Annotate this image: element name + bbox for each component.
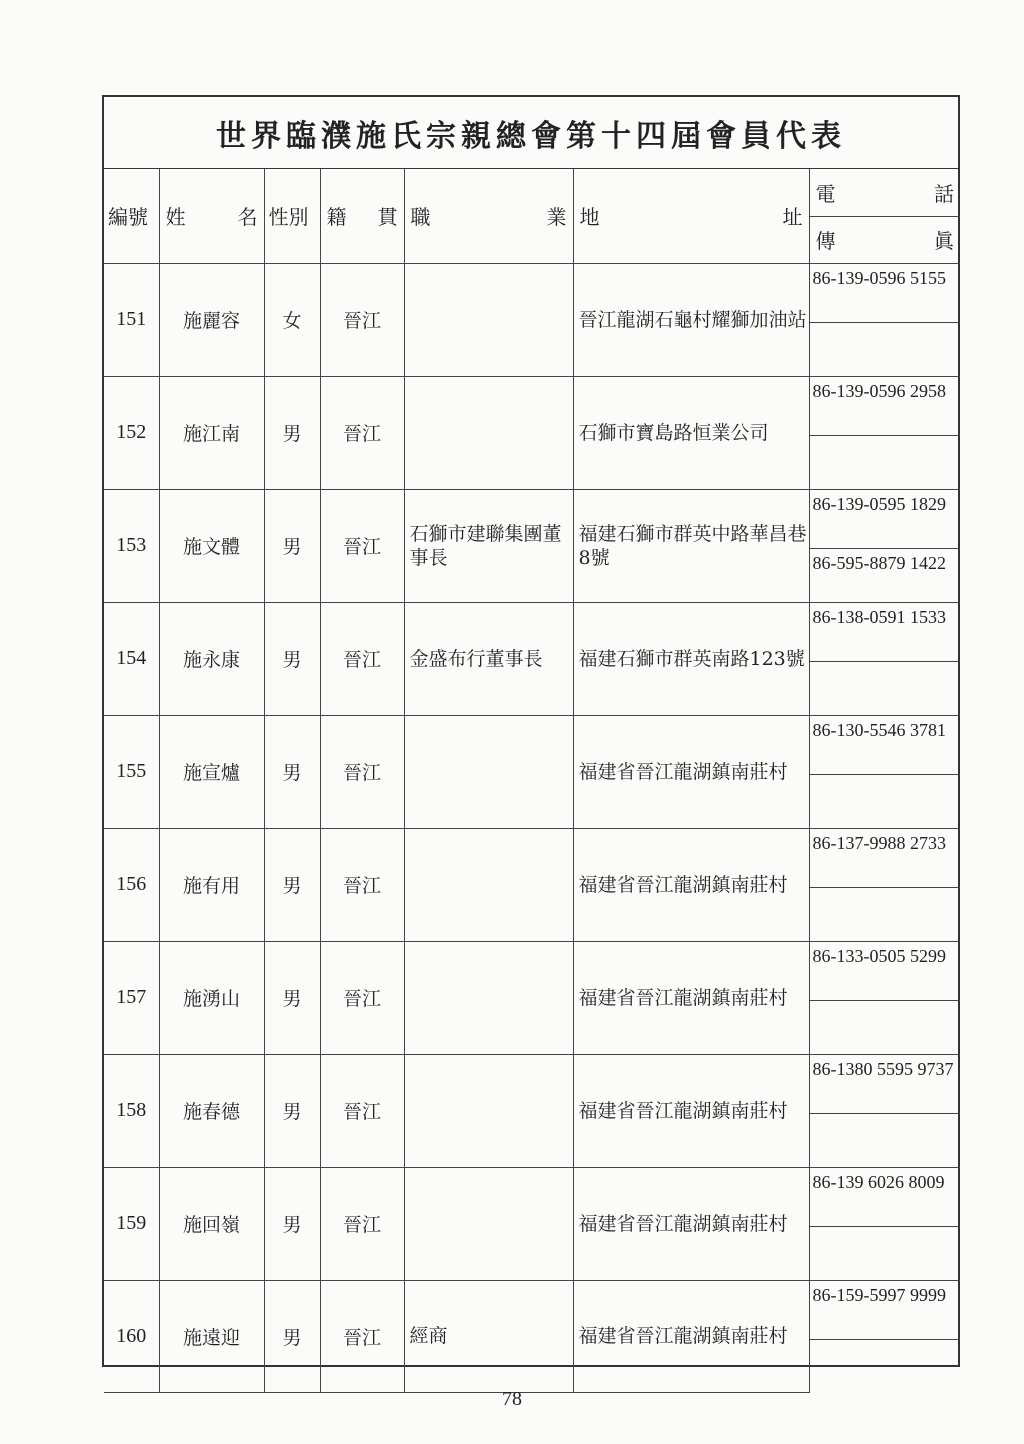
member-address: 福建省晉江龍湖鎮南莊村	[573, 1054, 809, 1167]
header-address: 地 址	[573, 169, 809, 263]
table-row	[104, 1280, 960, 1339]
member-phone: 86-130-5546 3781	[809, 715, 960, 774]
member-name: 施麗容	[159, 263, 264, 376]
member-origin: 晉江	[320, 715, 404, 828]
member-number: 157	[104, 941, 159, 1054]
member-phone: 86-139 6026 8009	[809, 1167, 960, 1226]
header-origin: 籍 貫	[320, 169, 404, 263]
member-gender: 男	[264, 602, 320, 715]
page-number: 78	[502, 1388, 522, 1410]
member-number: 156	[104, 828, 159, 941]
member-fax	[809, 887, 960, 941]
member-gender: 男	[264, 376, 320, 489]
member-gender: 男	[264, 715, 320, 828]
member-gender: 男	[264, 489, 320, 602]
member-number: 151	[104, 263, 159, 376]
member-occupation	[404, 1054, 573, 1167]
page-title: 世界臨濮施氏宗親總會第十四屆會員代表	[104, 97, 958, 169]
header-phone: 電 話	[809, 169, 960, 216]
member-phone: 86-137-9988 2733	[809, 828, 960, 887]
member-fax	[809, 435, 960, 489]
member-name: 施文體	[159, 489, 264, 602]
header-fax: 傳 眞	[809, 216, 960, 263]
member-origin: 晉江	[320, 941, 404, 1054]
member-origin: 晉江	[320, 602, 404, 715]
member-address: 福建省晉江龍湖鎮南莊村	[573, 1167, 809, 1280]
member-fax	[809, 661, 960, 715]
member-occupation	[404, 715, 573, 828]
member-name: 施湧山	[159, 941, 264, 1054]
member-number: 159	[104, 1167, 159, 1280]
member-gender: 女	[264, 263, 320, 376]
member-occupation: 石獅市建聯集團董事長	[404, 489, 573, 602]
member-origin: 晉江	[320, 828, 404, 941]
member-address: 福建省晉江龍湖鎮南莊村	[573, 828, 809, 941]
table-row	[104, 1167, 960, 1226]
member-name: 施回嶺	[159, 1167, 264, 1280]
member-number: 155	[104, 715, 159, 828]
header-no: 編號	[104, 169, 159, 263]
member-occupation	[404, 1167, 573, 1280]
member-number: 152	[104, 376, 159, 489]
header-name: 姓 名	[159, 169, 264, 263]
member-origin: 晉江	[320, 1167, 404, 1280]
member-table-frame	[102, 95, 960, 1367]
header-occupation: 職 業	[404, 169, 573, 263]
member-gender: 男	[264, 941, 320, 1054]
member-gender: 男	[264, 1280, 320, 1393]
member-origin: 晉江	[320, 376, 404, 489]
member-fax	[809, 1000, 960, 1054]
member-address: 福建省晉江龍湖鎮南莊村	[573, 1280, 809, 1393]
member-origin: 晉江	[320, 1054, 404, 1167]
member-name: 施遠迎	[159, 1280, 264, 1393]
table-row	[104, 489, 960, 548]
member-phone: 86-133-0505 5299	[809, 941, 960, 1000]
table-row	[104, 715, 960, 774]
member-phone: 86-138-0591 1533	[809, 602, 960, 661]
member-name: 施宣爐	[159, 715, 264, 828]
member-name: 施江南	[159, 376, 264, 489]
member-address: 福建省晉江龍湖鎮南莊村	[573, 941, 809, 1054]
member-name: 施永康	[159, 602, 264, 715]
member-number: 158	[104, 1054, 159, 1167]
table-row	[104, 376, 960, 435]
member-fax	[809, 1339, 960, 1393]
member-occupation	[404, 263, 573, 376]
member-phone: 86-139-0596 5155	[809, 263, 960, 322]
member-fax	[809, 1226, 960, 1280]
member-occupation	[404, 941, 573, 1054]
member-number: 153	[104, 489, 159, 602]
member-fax	[809, 322, 960, 376]
member-name: 施春德	[159, 1054, 264, 1167]
member-gender: 男	[264, 1167, 320, 1280]
member-origin: 晉江	[320, 263, 404, 376]
member-number: 154	[104, 602, 159, 715]
member-phone: 86-139-0596 2958	[809, 376, 960, 435]
table-row	[104, 828, 960, 887]
member-address: 石獅市寶島路恒業公司	[573, 376, 809, 489]
member-phone: 86-159-5997 9999	[809, 1280, 960, 1339]
member-address: 福建石獅市群英中路華昌巷8號	[573, 489, 809, 602]
table-row	[104, 263, 960, 322]
member-phone: 86-139-0595 1829	[809, 489, 960, 548]
member-fax: 86-595-8879 1422	[809, 548, 960, 602]
table-row	[104, 1054, 960, 1113]
member-occupation: 經商	[404, 1280, 573, 1393]
member-origin: 晉江	[320, 1280, 404, 1393]
member-fax	[809, 774, 960, 828]
member-origin: 晉江	[320, 489, 404, 602]
member-table	[104, 169, 960, 1393]
member-address: 福建省晉江龍湖鎮南莊村	[573, 715, 809, 828]
member-occupation: 金盛布行董事長	[404, 602, 573, 715]
member-address: 晉江龍湖石龜村耀獅加油站	[573, 263, 809, 376]
table-row	[104, 602, 960, 661]
member-gender: 男	[264, 828, 320, 941]
member-name: 施有用	[159, 828, 264, 941]
member-phone: 86-1380 5595 9737	[809, 1054, 960, 1113]
member-gender: 男	[264, 1054, 320, 1167]
member-occupation	[404, 828, 573, 941]
member-occupation	[404, 376, 573, 489]
header-gender: 性別	[264, 169, 320, 263]
member-number: 160	[104, 1280, 159, 1393]
member-address: 福建石獅市群英南路123號	[573, 602, 809, 715]
table-row	[104, 941, 960, 1000]
member-fax	[809, 1113, 960, 1167]
